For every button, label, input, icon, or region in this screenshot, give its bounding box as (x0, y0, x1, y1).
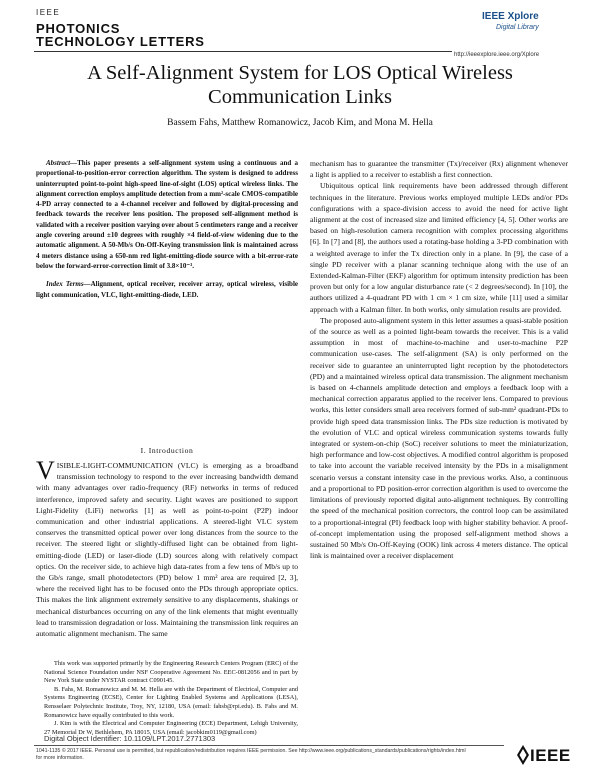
footer-rule (34, 745, 504, 746)
footnotes (44, 660, 298, 737)
paper-title: A Self-Alignment System for LOS Optical Wireless Communication Links (87, 62, 513, 108)
intro-text: ISIBLE-LIGHT-COMMUNICATION (VLC) is emerging as a broadband transmission technology to respond to the ever increasing bandwidth demand with many advantages over radio-frequency (RF) networks in terms of reduced interference, improved safety and security. Light waves are positioned to support Light-Fidelity (LiFi) networks [1] as well as point-to-point (P2P) indoor communication and other industrial applications. A steered-light VLC system conserves the transmitted optical power over long distances from the source to the receiver. The steered light or slightly-diffused light can be obtained from light-emitting-diode (LED) or laser-diode (LD) sources along with relatively compact optics. On the receiver side, to achieve high data-rates from a few tens of Mb/s up to the Gb/s range, small photodetectors (PD) below 1 mm² area are required [2, 3], where the received light has to be focused onto the PDs through appropriate optics. This makes the link alignment extremely sensitive to any displacements, shakings or mechanical disturbances occurring on any of the link elements that might eventually lead to transmission degradation or loss. Maintaining the transmission link requires an automatic alignment mechanism. The same (36, 461, 298, 639)
ieee-logo (516, 744, 576, 768)
journal-name (36, 22, 205, 48)
xplore-url[interactable]: http://ieeexplore.ieee.org/Xplore (454, 52, 540, 58)
ieee-header-mark: IEEE (36, 8, 61, 17)
ieee-xplore-logo: IEEE Xplore (482, 11, 539, 22)
right-paragraph: mechanism has to guarantee the transmitter (Tx)/receiver (Rx) alignment whenever a light is applied to a receiver to establish a first connection. (310, 159, 568, 180)
abstract-label: Abstract— (46, 159, 78, 167)
ieee-logo-text: IEEE (530, 746, 571, 765)
intro-paragraph (36, 456, 298, 639)
journal-name-line1: PHOTONICS (36, 21, 121, 36)
abstract (36, 158, 298, 300)
index-terms-label: Index Terms— (46, 280, 91, 289)
footnote: This work was supported primarily by the Engineering Research Centers Program (ERC) of the National Science Foundation under NSF Cooperative Agreement No. EEC-0812056 and in part by New York State under NYSTAR contract C090145. (44, 660, 298, 685)
index-terms (36, 279, 298, 300)
doi: Digital Object Identifier: 10.1109/LPT.2017.2771303 (44, 734, 216, 743)
ieee-xplore-subtitle: Digital Library (496, 24, 539, 31)
paper-authors: Bassem Fahs, Matthew Romanowicz, Jacob Kim, and Mona M. Hella (167, 118, 433, 128)
right-paragraph: The proposed auto-alignment system in this letter assumes a quasi-stable position of the source as well as a pointed light-beam towards the receiver. This is a valid assumption in most of machine-to-machine and user-to-machine P2P communication use-cases. The self-alignment (SA) is only performed on the receiver side to guarantee an uninterrupted light reception by the photodetectors (PD) and a maintained wireless optical data transmission. The alignment mechanism is based on 4-channels amplitude detection and employs a feedback loop with a mechanical correction apparatus applied to the receiver lens. Compared to previous works, this letter considers small area receivers formed of sub-mm² quadrant-PDs to provide high speed data transmission links. The PDs size reduction is motivated by the evolution of VLC and optical wireless communication systems towards fully integrated or system-on-chip (SoC) receiver solutions to meet the miniaturization, high performance and low-cost objectives. A modified control algorithm is proposed to take into account the variable received intensity by the PDs in a misalignment scenario versus a constant intensity case in the previous works. Also, a continuous and a proportional to PD position-error correction algorithm is used to overcome the limitations of previously reported digital auto-alignment techniques. By controlling the speed of the mechanical position correctors, the control loop can be assimilated to a proportional-integral (PI) feedback loop with higher stability behavior. A proof-of-concept implementation using the proposed self-alignment method shows a sustained 50 Mb/s On-Off-Keying (OOK) link across 4 meters distance. The optical link is maintained over a receiver displacement (310, 315, 568, 561)
right-column (310, 158, 568, 561)
footnote: J. Kim is with the Electrical and Computer Engineering (ECE) Department, Lehigh University, 27 Memorial Dr W, Bethlehem, PA 18015, USA (email: jacobkim0119@gmail.com) (44, 720, 298, 736)
right-paragraph: Ubiquitous optical link requirements have been addressed through different techniques in the literature. Previous works employed multiple LEDs and/or PDs configurations with a space-division access to avoid the need for active light alignment at the cost of increased size and limited efficiency [4, 5]. Other works are based on high-resolution camera recognition with complex processing algorithms [6]. In [7] and [8], the authors used a rotating-base holding a 3-PD combination with a weighted average to infer the Tx direction only in a plane. In [9], the case of a single PD receiver with a planar scanning technique along with the use of an Extended-Kalman-Filter (EKF) algorithm for optimum intensity prediction has been proven but only for a low angular disturbance rate (< 2 degrees/second). In [10], the authors utilized a 4-quadrant PD with 1 cm × 1 cm size, while [11] used a similar approach with a Kalman filter. In both works, only simulation results are provided. (310, 181, 568, 314)
section-heading: I. Introduction (140, 446, 194, 455)
footnote: B. Fahs, M. Romanowicz and M. M. Hella are with the Department of Electrical, Computer and Systems Engineering (ECSE), Center for Lighting Enabled Systems and Applications (LESA), Rensselaer Polytechnic Institute, Troy, NY, 12180, USA (email: fahsb@rpi.edu). B. Fahs and M. Romanowicz have equally contributed to this work. (44, 685, 298, 719)
abstract-text: This paper presents a self-alignment system using a continuous and a proportional-to-position-error correction algorithm. The system is designed to address uninterrupted point-to-point high-speed line-of-sight (LOS) optical wireless links. The alignment correction employs amplitude detection from a mm²-scale CMOS-compatible 4-PD array connected to a 4-channel receiver and followed by digital-processing and feedback towards the receiver lens position. The proposed self-alignment method is validated with a receiver position varying over about 5 centimeters range and a receiver angle covering around ±10 degrees with roughly ×4 field-of-view widening due to the automatic alignment. A 50-Mb/s On-Off-Keying transmission link is maintained across 4 meters distance using a 650-nm red light-emitting-diode source with a bit-error-rate below the forward-error-correction limit of 3.8×10⁻³. (36, 159, 298, 270)
header-rule (34, 51, 452, 52)
index-terms-text: Alignment, optical receiver, receiver array, optical wireless, visible light communication, VLC, light-emitting-diode, LED. (36, 280, 298, 299)
journal-name-line2: TECHNOLOGY LETTERS (36, 34, 205, 49)
ieee-diamond-icon (516, 744, 530, 766)
dropcap: V (36, 456, 55, 485)
copyright-notice: 1041-1135 © 2017 IEEE. Personal use is permitted, but republication/redistribution requires IEEE permission. See http://www.ieee.org/publications_standards/publications/rights/index.html for more information. (36, 748, 466, 761)
